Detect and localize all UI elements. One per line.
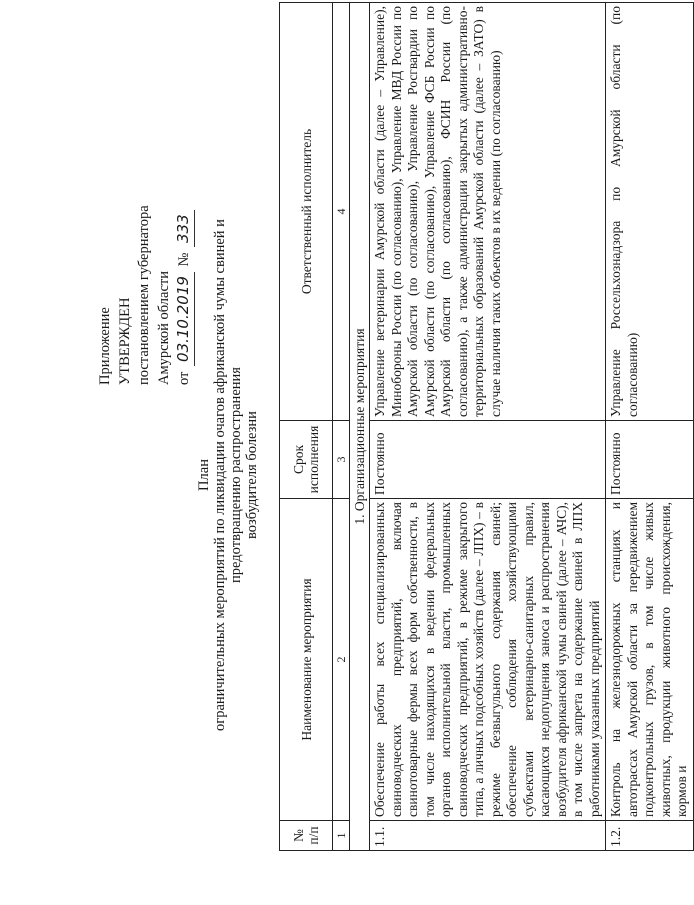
- row-number: 1.2.: [606, 821, 694, 851]
- column-number: 3: [333, 421, 350, 499]
- table-row: [370, 3, 606, 851]
- measure-name: Контроль на железнодорожных станциях и автотрассах Амурской области за передвижением подконтрольных грузов, в том числе живых животных, продукции животного происхождения, кормов и: [606, 499, 694, 821]
- column-number: 2: [333, 499, 350, 821]
- table-header-row: [280, 3, 333, 851]
- appendix-label: Приложение: [97, 307, 113, 385]
- execution-term: Постоянно: [606, 421, 694, 499]
- section-row: [350, 3, 370, 851]
- document-title: [196, 195, 260, 755]
- title-line-2: ограничительных мероприятий по ликвидации очагов африканской чумы свиней и предотвращению распространения: [212, 219, 244, 731]
- header-executor: Ответственный исполнитель: [280, 3, 333, 421]
- column-number: 1: [333, 821, 350, 851]
- responsible-executor: Управление ветеринарии Амурской области (далее – Управление), Минобороны России (по согласованию), Управление МВД России по Амурской области (по согласованию), Управление Росгвардии по Амурской области (по согласованию), Управление ФСБ России по Амурской области (по согласованию), ФСИН России (по согласованию), а также администрации закрытых административно-территориальных образований Амурской области (далее – ЗАТО) в случае наличия таких объектов в их ведении (по согласованию): [370, 3, 606, 421]
- date-number-line: [174, 85, 195, 385]
- date-prefix: от: [176, 371, 192, 385]
- header-name: Наименование мероприятия: [280, 499, 333, 821]
- approved-by-line: постановлением губернатора: [136, 205, 152, 385]
- number-prefix: №: [176, 252, 192, 267]
- section-title: 1. Организационные мероприятия: [350, 3, 370, 851]
- title-heading: План: [196, 459, 212, 491]
- approval-block: [96, 85, 195, 385]
- responsible-executor: Управление Россельхознадзора по Амурской области (по согласованию): [606, 3, 694, 421]
- title-line-3: возбудителя болезни: [244, 411, 260, 539]
- header-num: № п/п: [280, 821, 333, 851]
- row-number: 1.1.: [370, 821, 606, 851]
- approved-label: УТВЕРЖДЕН: [116, 297, 133, 385]
- measures-table: [279, 2, 694, 851]
- column-number: 4: [333, 3, 350, 421]
- execution-term: Постоянно: [370, 421, 606, 499]
- table-row: [606, 3, 694, 851]
- handwritten-number: 333: [174, 210, 195, 247]
- handwritten-date: 03.10.2019: [174, 272, 195, 366]
- measure-name: Обеспечение работы всех специализированных свиноводческих предприятий, включая свинотоварные фермы всех форм собственности, в том числе находящихся в ведении федеральных органов исполнительной власти, промышленных свиноводческих предприятий, в режиме закрытого типа, а личных подсобных хозяйств (далее – ЛПХ) – в режиме безвыгульного содержания свиней; обеспечение соблюдения хозяйствующими субъектами ветеринарно-санитарных правил, касающихся недопущения заноса и распространения возбудителя африканской чумы свиней (далее – АЧС), в том числе запрета на содержание свиней в ЛПХ работниками указанных предприятий: [370, 499, 606, 821]
- column-number-row: [333, 3, 350, 851]
- header-term: Срок исполнения: [280, 421, 333, 499]
- region-line: Амурской области: [155, 271, 172, 385]
